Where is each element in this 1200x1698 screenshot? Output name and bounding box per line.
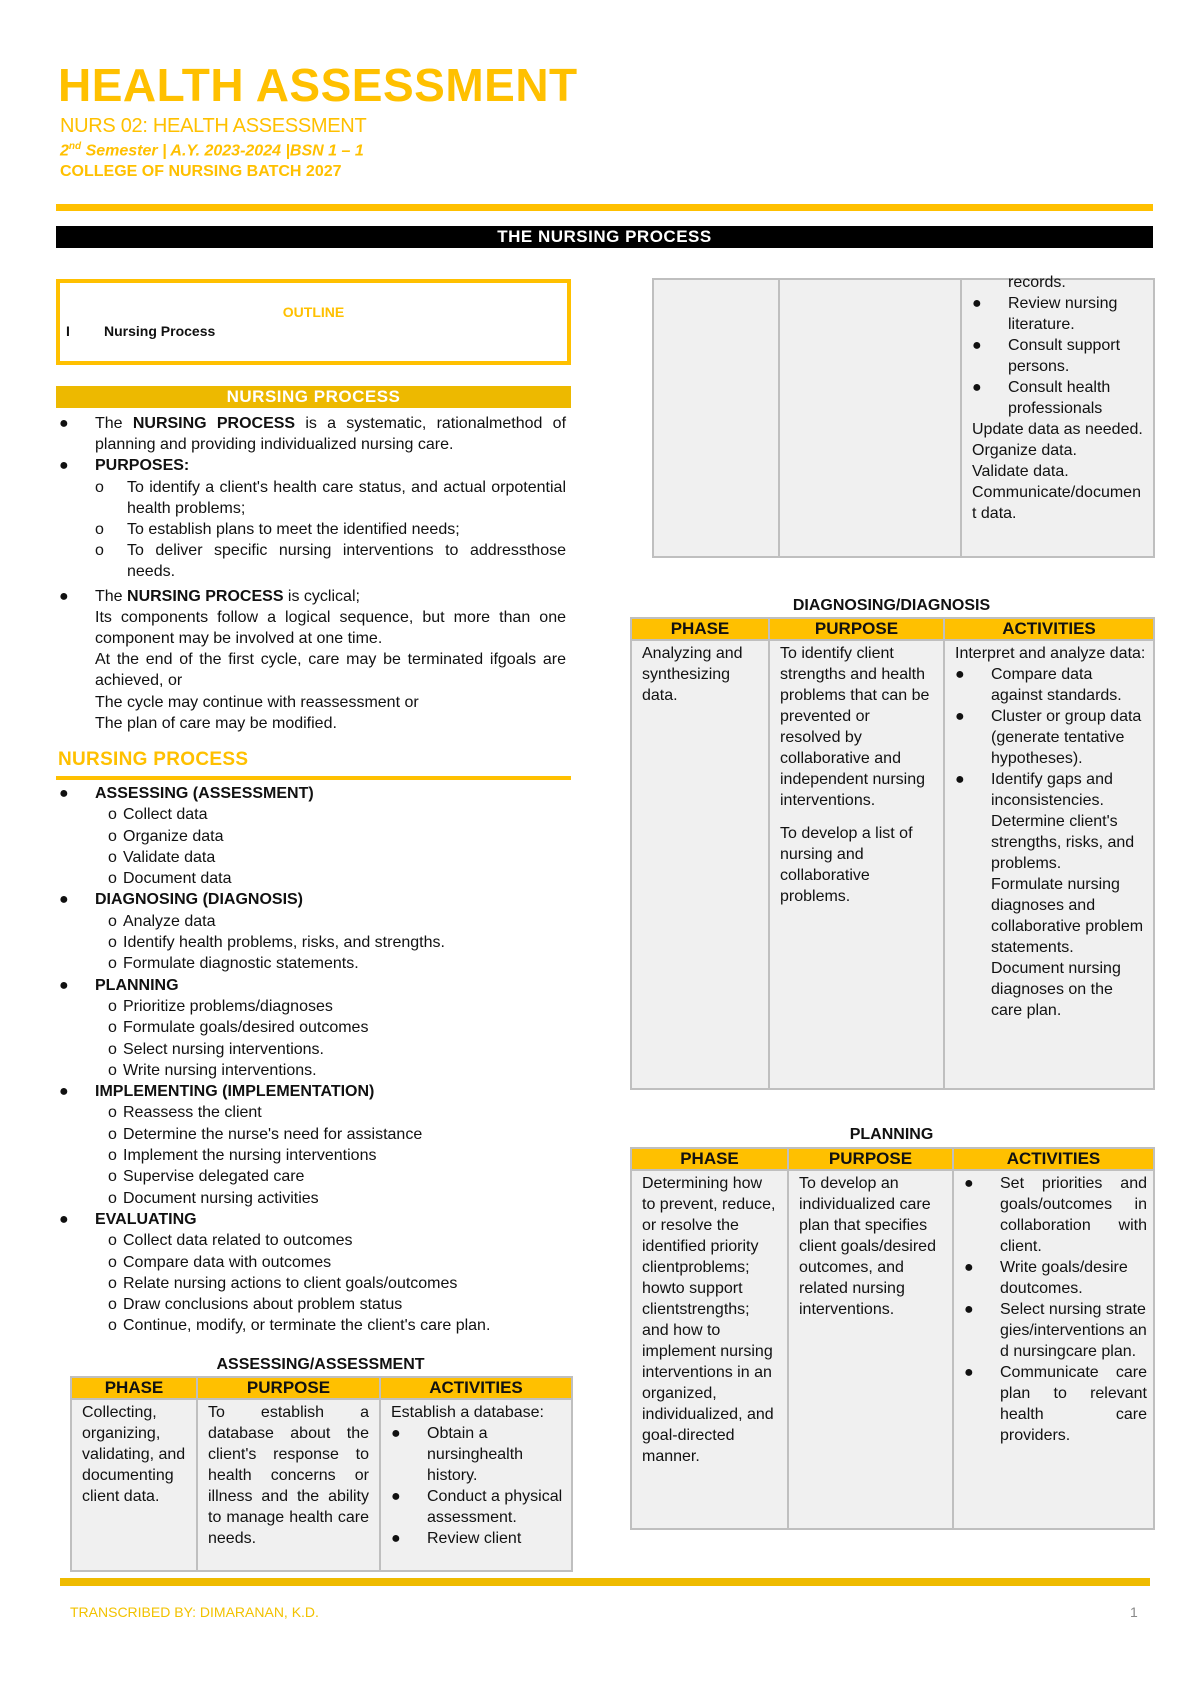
activity-line: Communicate/document data. xyxy=(972,484,1141,522)
nursing-process-list xyxy=(56,413,566,734)
list-item: The plan of care may be modified. xyxy=(95,714,337,732)
column-header: ACTIVITIES xyxy=(380,1377,572,1399)
phase-step: o Organize data xyxy=(108,827,224,845)
footer-divider xyxy=(60,1578,1150,1586)
column-header: PHASE xyxy=(631,618,769,640)
column-header: PURPOSE xyxy=(769,618,944,640)
purpose-cell: To establish a database about the client's response to health concerns or illness and the ability to manage health care needs. xyxy=(197,1399,380,1571)
column-header: PURPOSE xyxy=(788,1148,953,1170)
list-item: ● The NURSING PROCESS is a systematic, rationalmethod of planning and providing individualized nursing care. xyxy=(59,415,567,454)
activities-cell xyxy=(380,1399,572,1571)
phase-item: ● PLANNING xyxy=(59,976,179,994)
activity-item: ● Identify gaps and inconsistencies. xyxy=(955,771,1113,809)
page-number: 1 xyxy=(1130,1604,1138,1620)
phase-item: ● EVALUATING xyxy=(59,1210,197,1228)
phase-item: ● DIAGNOSING (DIAGNOSIS) xyxy=(59,891,304,909)
section-header: NURSING PROCESS xyxy=(56,386,571,408)
column-header: PHASE xyxy=(631,1148,788,1170)
assessing-table xyxy=(70,1376,573,1572)
transcriber-credit: TRANSCRIBED BY: DIMARANAN, K.D. xyxy=(70,1604,319,1620)
column-header: PHASE xyxy=(71,1377,197,1399)
activity-item: ● Consult support persons. xyxy=(972,337,1121,375)
activity-item: ● Write goals/desire doutcomes. xyxy=(964,1259,1128,1297)
planning-table xyxy=(630,1147,1155,1530)
outline-title: OUTLINE xyxy=(282,304,345,320)
assessing-table-continued xyxy=(652,274,1155,558)
activity-item: ● Consult health professionals xyxy=(972,379,1111,417)
activities-cell xyxy=(944,640,1154,1089)
phase-step: o Document nursing activities xyxy=(108,1189,319,1207)
phase-item: ● IMPLEMENTING (IMPLEMENTATION) xyxy=(59,1083,375,1101)
purpose-item: o To establish plans to meet the identified needs; xyxy=(95,521,460,539)
course-name: NURS 02: HEALTH ASSESSMENT xyxy=(60,115,367,137)
activities-intro: Establish a database: xyxy=(391,1404,544,1421)
purpose-cell xyxy=(769,640,944,1089)
section-underline xyxy=(56,776,571,780)
column-header: ACTIVITIES xyxy=(953,1148,1154,1170)
semester-info xyxy=(60,141,364,160)
phase-cell: Collecting, organizing, validating, and documenting client data. xyxy=(71,1399,197,1571)
phase-step: o Draw conclusions about problem status xyxy=(108,1296,403,1314)
list-item: ● PURPOSES: xyxy=(59,457,190,475)
topic-banner: THE NURSING PROCESS xyxy=(56,226,1153,248)
list-item: At the end of the first cycle, care may be terminated ifgoals are achieved, or xyxy=(95,651,566,690)
phase-step: o Select nursing interventions. xyxy=(108,1040,324,1058)
diagnosing-table xyxy=(630,617,1155,1090)
phase-step: o Write nursing interventions. xyxy=(108,1061,317,1079)
section-heading: NURSING PROCESS xyxy=(58,749,249,770)
activity-line: Formulate nursing diagnoses and collaborative problem statements. xyxy=(991,876,1144,956)
purpose-text: To identify client strengths and health problems that can be prevented or resolved by collaborative and independent nursing interventions. xyxy=(780,645,930,809)
column-header: PURPOSE xyxy=(197,1377,380,1399)
college-batch: COLLEGE OF NURSING BATCH 2027 xyxy=(60,163,342,180)
phase-step: o Validate data xyxy=(108,848,216,866)
purpose-item: o To identify a client's health care status, and actual orpotential health problems; xyxy=(95,478,566,517)
phase-step: o Determine the nurse's need for assistance xyxy=(108,1125,423,1143)
table-title: DIAGNOSING/DIAGNOSIS xyxy=(792,597,991,614)
activity-item: ● Select nursing strategies/interventions and nursingcare plan. xyxy=(964,1301,1147,1360)
phase-step: o Document data xyxy=(108,870,232,888)
purpose-cell: To develop an individualized care plan that specifies client goals/desired outcomes, and related nursing interventions. xyxy=(788,1170,953,1529)
header-divider xyxy=(56,204,1153,211)
semester-suffix: nd xyxy=(68,141,82,152)
activity-item: ● Cluster or group data (generate tentative hypotheses). xyxy=(955,708,1142,767)
phase-cell: Analyzing and synthesizing data. xyxy=(631,640,769,1089)
semester-rest: Semester | A.Y. 2023-2024 |BSN 1 – 1 xyxy=(81,142,364,160)
semester-number: 2 xyxy=(60,142,69,160)
phase-step: o Collect data related to outcomes xyxy=(108,1232,353,1250)
activity-item: ● Review nursing literature. xyxy=(972,295,1118,333)
table-title: PLANNING xyxy=(849,1126,934,1143)
activity-line: Determine client's strengths, risks, and problems. xyxy=(991,813,1135,872)
outline-box xyxy=(56,279,571,365)
phase-step: o Continue, modify, or terminate the client's care plan. xyxy=(108,1317,491,1335)
phase-step: o Reassess the client xyxy=(108,1104,262,1122)
phase-cell xyxy=(653,279,779,557)
phase-step: o Prioritize problems/diagnoses xyxy=(108,997,333,1015)
activities-cell xyxy=(961,274,1154,557)
phase-step: o Relate nursing actions to client goals/outcomes xyxy=(108,1274,458,1292)
phase-step: o Formulate diagnostic statements. xyxy=(108,955,359,973)
activity-line: Validate data. xyxy=(972,463,1069,480)
outline-item-number: I xyxy=(66,323,70,339)
activity-item: ● Review client xyxy=(391,1530,522,1547)
purpose-cell xyxy=(779,279,961,557)
activities-intro: Interpret and analyze data: xyxy=(955,645,1146,662)
column-header: ACTIVITIES xyxy=(944,618,1154,640)
phase-step: o Formulate goals/desired outcomes xyxy=(108,1019,369,1037)
phase-step: o Analyze data xyxy=(108,912,216,930)
purpose-item: o To deliver specific nursing interventions to addressthose needs. xyxy=(95,542,566,581)
phase-step: o Implement the nursing interventions xyxy=(108,1147,377,1165)
activity-item: ● Set priorities and goals/outcomes in collaboration with client. xyxy=(964,1175,1147,1255)
phases-list xyxy=(56,783,566,1337)
activity-line: Update data as needed. xyxy=(972,421,1143,438)
phase-cell: Determining how to prevent, reduce, or resolve the identified priority clientproblems; howto support clientstrengths; and how to implement nursing interventions in an organized, individualized, and goal-directed manner. xyxy=(631,1170,788,1529)
phase-step: o Supervise delegated care xyxy=(108,1168,305,1186)
outline-item-label[interactable]: Nursing Process xyxy=(104,323,216,339)
document-title: HEALTH ASSESSMENT xyxy=(58,59,578,111)
purpose-text: To develop a list of nursing and collaborative problems. xyxy=(780,825,913,905)
phase-step: o Identify health problems, risks, and strengths. xyxy=(108,934,445,952)
list-item: ● The NURSING PROCESS is cyclical; xyxy=(59,587,360,605)
activity-line: Organize data. xyxy=(972,442,1077,459)
list-item: Its components follow a logical sequence, but more than one component may be involved at one time. xyxy=(95,608,566,648)
list-item: The cycle may continue with reassessment or xyxy=(95,693,419,711)
activity-item: ● Obtain a nursinghealth history. xyxy=(391,1425,524,1484)
table-title: ASSESSING/ASSESSMENT xyxy=(216,1356,425,1373)
activity-item: ● Communicate care plan to relevant health care providers. xyxy=(964,1364,1147,1444)
activities-cell xyxy=(953,1170,1154,1529)
activity-item: ● Conduct a physical assessment. xyxy=(391,1488,563,1526)
phase-step: o Collect data xyxy=(108,806,208,824)
activity-item: ● Compare data against standards. xyxy=(955,666,1122,704)
activity-line: Document nursing diagnoses on the care plan. xyxy=(991,960,1121,1019)
phase-item: ● ASSESSING (ASSESSMENT) xyxy=(59,785,314,802)
activity-continuation: records. xyxy=(1008,274,1066,291)
phase-step: o Compare data with outcomes xyxy=(108,1253,332,1271)
